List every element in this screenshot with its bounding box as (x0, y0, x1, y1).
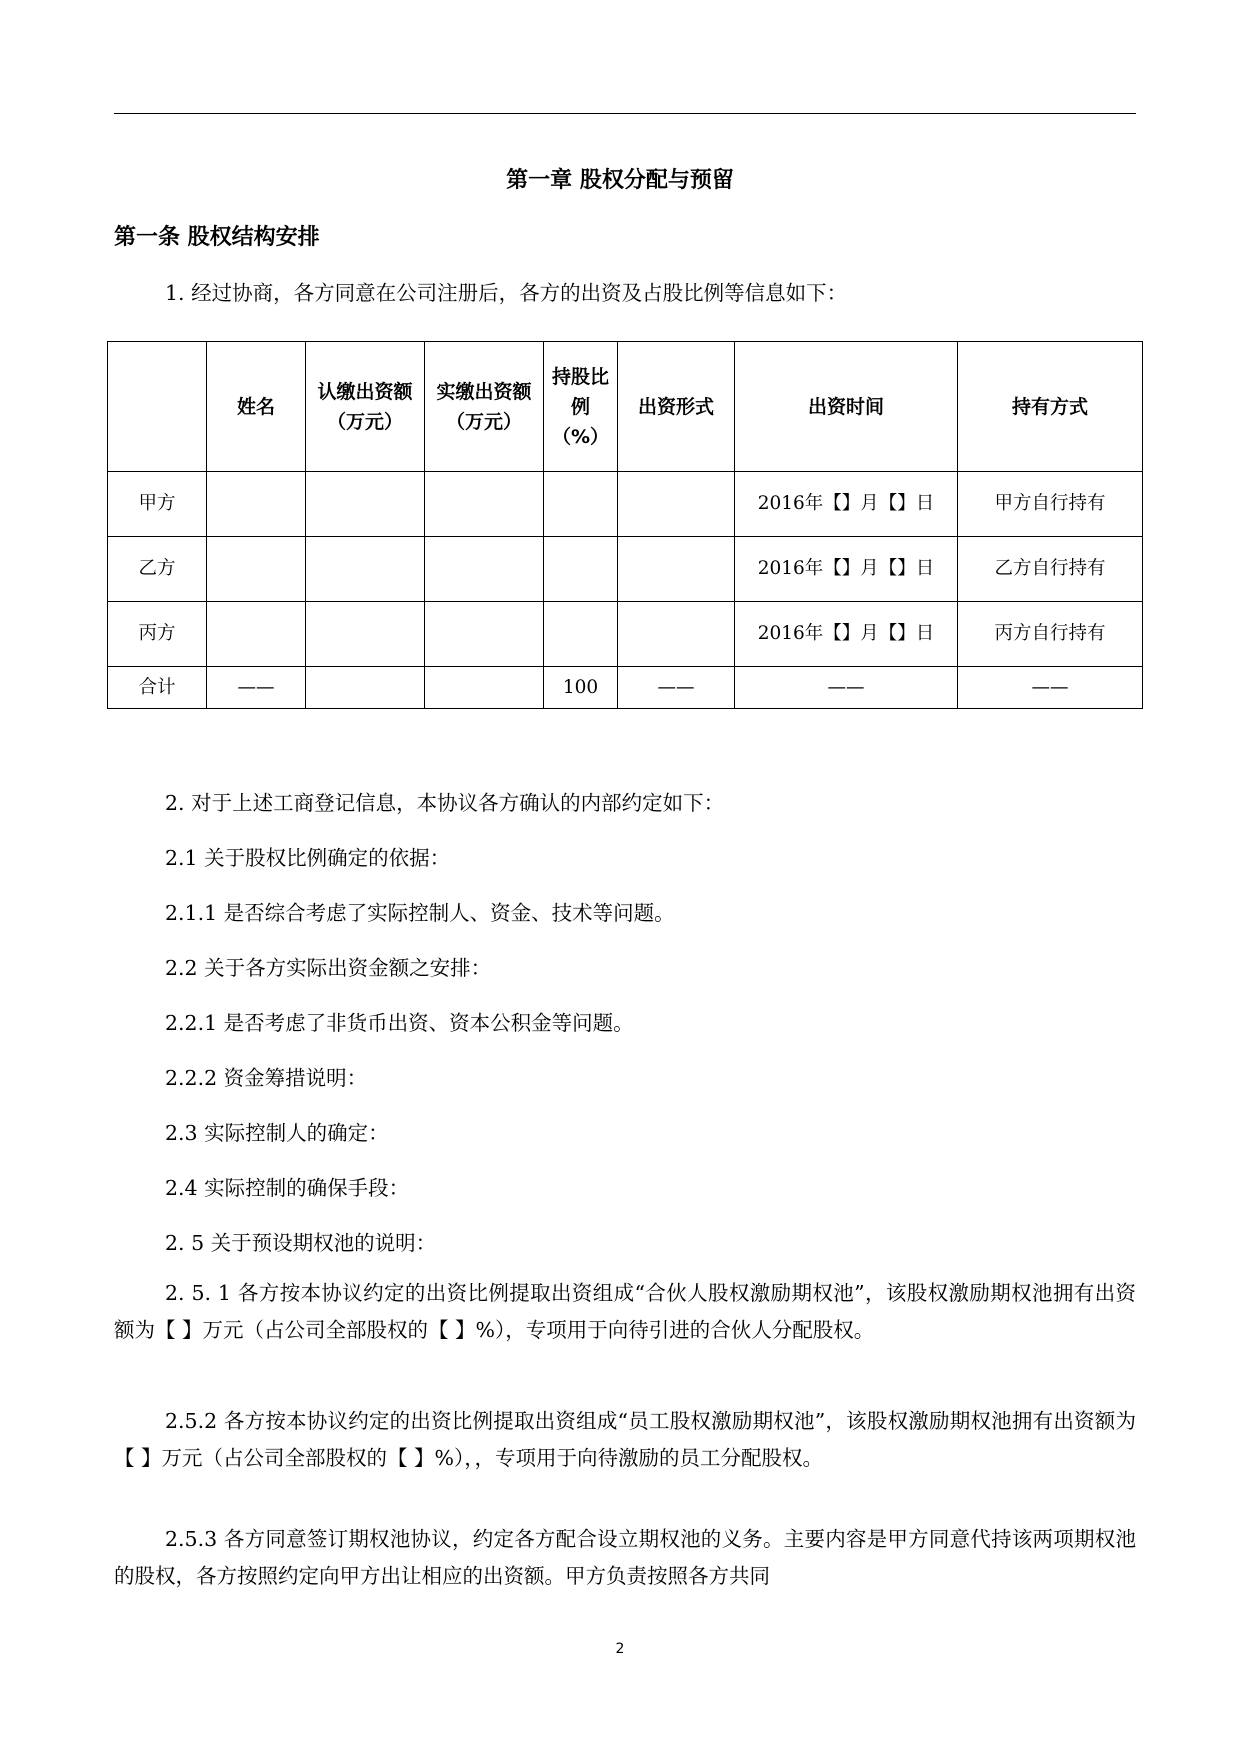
paragraph-2-5-1: 2. 5. 1 各方按本协议约定的出资比例提取出资组成“合伙人股权激励期权池”，该股权激励期权池拥有出资额为【 】万元（占公司全部股权的【 】%），专项用于向待引进的合伙人分配股权。 (114, 1281, 1136, 1342)
table-cell (306, 667, 425, 709)
table-row (108, 472, 1143, 537)
paragraph-2: 2. 对于上述工商登记信息，本协议各方确认的内部约定如下： (165, 791, 725, 815)
paragraph-2-3: 2.3 实际控制人的确定： (165, 1121, 389, 1145)
page-number: 2 (615, 1641, 625, 1657)
table-cell: —— (618, 667, 735, 709)
table-cell (425, 472, 544, 537)
table-cell (544, 537, 618, 602)
header-rule (114, 113, 1136, 114)
table-cell: 丙方 (108, 602, 207, 667)
table-cell (306, 472, 425, 537)
table-cell: 甲方自行持有 (958, 472, 1143, 537)
header-cell-subscribed: 认缴出资额（万元） (306, 342, 425, 472)
table-cell (618, 537, 735, 602)
table-cell: 2016年【】月【】日 (735, 602, 958, 667)
intro-paragraph: 1. 经过协商，各方同意在公司注册后，各方的出资及占股比例等信息如下： (165, 281, 848, 305)
table-cell (544, 472, 618, 537)
table-cell: —— (207, 667, 306, 709)
table-total-row (108, 667, 1143, 709)
paragraph-2-2-1: 2.2.1 是否考虑了非货币出资、资本公积金等问题。 (165, 1011, 634, 1035)
article-title: 第一条 股权结构安排 (114, 225, 320, 250)
chapter-title: 第一章 股权分配与预留 (506, 168, 734, 193)
paragraph-2-1: 2.1 关于股权比例确定的依据： (165, 846, 451, 870)
paragraph-2-2-2: 2.2.2 资金筹措说明： (165, 1066, 368, 1090)
table-cell (544, 602, 618, 667)
header-cell-ratio: 持股比例（%） (544, 342, 618, 472)
table-cell: 100 (544, 667, 618, 709)
table-header-row (108, 342, 1143, 472)
paragraph-2-5-2: 2.5.2 各方按本协议约定的出资比例提取出资组成“员工股权激励期权池”，该股权激励期权池拥有出资额为【 】万元（占公司全部股权的【 】%），，专项用于向待激励的员工分配股权。 (114, 1409, 1136, 1470)
table-cell (306, 602, 425, 667)
table-row (108, 602, 1143, 667)
table-row (108, 537, 1143, 602)
table-cell: 合计 (108, 667, 207, 709)
paragraph-2-4: 2.4 实际控制的确保手段： (165, 1176, 410, 1200)
header-cell (108, 342, 207, 472)
table-cell: 乙方自行持有 (958, 537, 1143, 602)
paragraph-2-5: 2. 5 关于预设期权池的说明： (165, 1231, 437, 1255)
table-cell (618, 602, 735, 667)
header-cell-time: 出资时间 (735, 342, 958, 472)
header-cell-form: 出资形式 (618, 342, 735, 472)
header-cell-paid: 实缴出资额（万元） (425, 342, 544, 472)
table-cell (207, 537, 306, 602)
table-cell (207, 472, 306, 537)
header-cell-holding: 持有方式 (958, 342, 1143, 472)
table-cell: 丙方自行持有 (958, 602, 1143, 667)
table-cell: —— (958, 667, 1143, 709)
table-cell: —— (735, 667, 958, 709)
table-cell (207, 602, 306, 667)
table-cell (618, 472, 735, 537)
paragraph-2-2: 2.2 关于各方实际出资金额之安排： (165, 956, 492, 980)
equity-table (107, 341, 1143, 709)
table-cell (425, 537, 544, 602)
paragraph-2-5-3: 2.5.3 各方同意签订期权池协议，约定各方配合设立期权池的义务。主要内容是甲方同意代持该两项期权池的股权，各方按照约定向甲方出让相应的出资额。甲方负责按照各方共同 (114, 1527, 1136, 1588)
table-cell (425, 602, 544, 667)
table-cell: 甲方 (108, 472, 207, 537)
table-cell (425, 667, 544, 709)
table-cell: 2016年【】月【】日 (735, 472, 958, 537)
paragraph-2-1-1: 2.1.1 是否综合考虑了实际控制人、资金、技术等问题。 (165, 901, 675, 925)
table-cell: 2016年【】月【】日 (735, 537, 958, 602)
header-cell-name: 姓名 (207, 342, 306, 472)
table-cell (306, 537, 425, 602)
table-cell: 乙方 (108, 537, 207, 602)
